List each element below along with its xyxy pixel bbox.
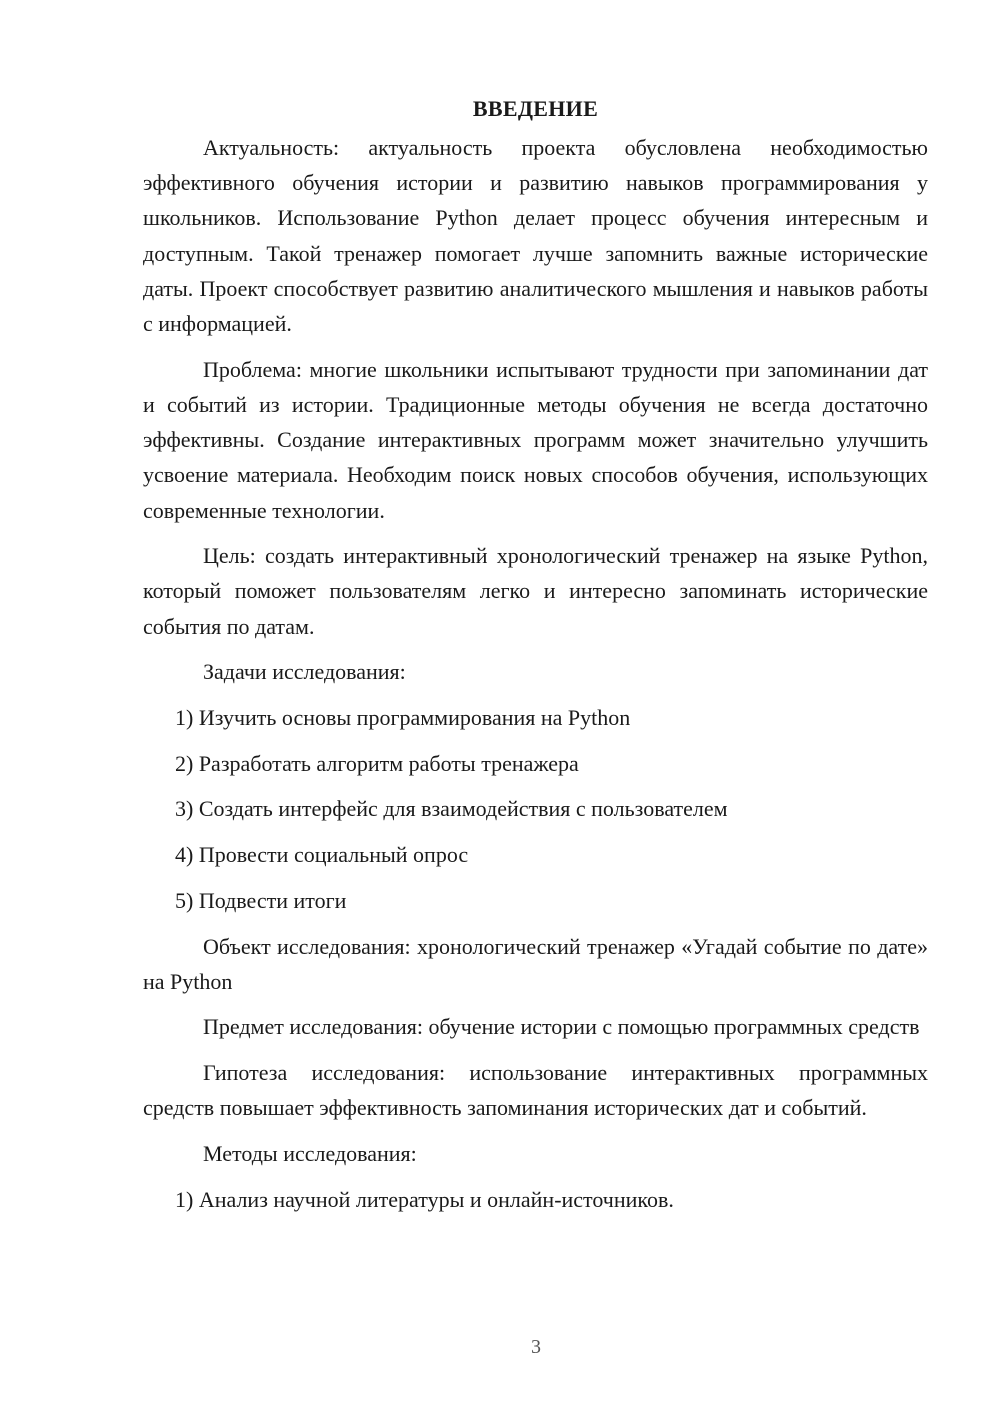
- list-item: 2) Разработать алгоритм работы тренажера: [175, 750, 579, 776]
- methods-label: Методы исследования:: [203, 1141, 417, 1167]
- paragraph-problem: Проблема: многие школьники испытывают трудности при запоминании дат и событий из истории. Традиционные методы обучения не всегда достаточно эффективны. Создание интерактивных программ может значительно улучшить усвоение материала. Необходим поиск новых способов обучения, использующих современные технологии.: [143, 356, 928, 523]
- tasks-list: [143, 700, 928, 918]
- methods-list: [143, 1182, 928, 1217]
- list-item: 1) Анализ научной литературы и онлайн-источников.: [175, 1186, 674, 1212]
- page-number: 3: [531, 1336, 541, 1358]
- list-item: 3) Создать интерфейс для взаимодействия с пользователем: [175, 796, 728, 822]
- tasks-label: Задачи исследования:: [203, 659, 406, 685]
- paragraph-hypothesis: Гипотеза исследования: использование интерактивных программных средств повышает эффективность запоминания исторических дат и событий.: [143, 1060, 928, 1121]
- page-content: [143, 92, 928, 1227]
- list-item: 5) Подвести итоги: [175, 887, 347, 913]
- paragraph-goal: Цель: создать интерактивный хронологический тренажер на языке Python, который поможет пользователям легко и интересно запоминать исторические события по датам.: [143, 543, 928, 639]
- list-item: 1) Изучить основы программирования на Python: [175, 705, 631, 731]
- paragraph-subject: Предмет исследования: обучение истории с помощью программных средств: [203, 1014, 920, 1040]
- list-item: 4) Провести социальный опрос: [175, 842, 469, 868]
- section-title: ВВЕДЕНИЕ: [472, 96, 599, 121]
- paragraph-object: Объект исследования: хронологический тренажер «Угадай событие по дате» на Python: [143, 933, 928, 994]
- paragraph-relevance: Актуальность: актуальность проекта обусловлена необходимостью эффективного обучения истории и развитию навыков программирования у школьников. Использование Python делает процесс обучения интересным и доступным. Такой тренажер помогает лучше запомнить важные исторические даты. Проект способствует развитию аналитического мышления и навыков работы с информацией.: [143, 135, 928, 337]
